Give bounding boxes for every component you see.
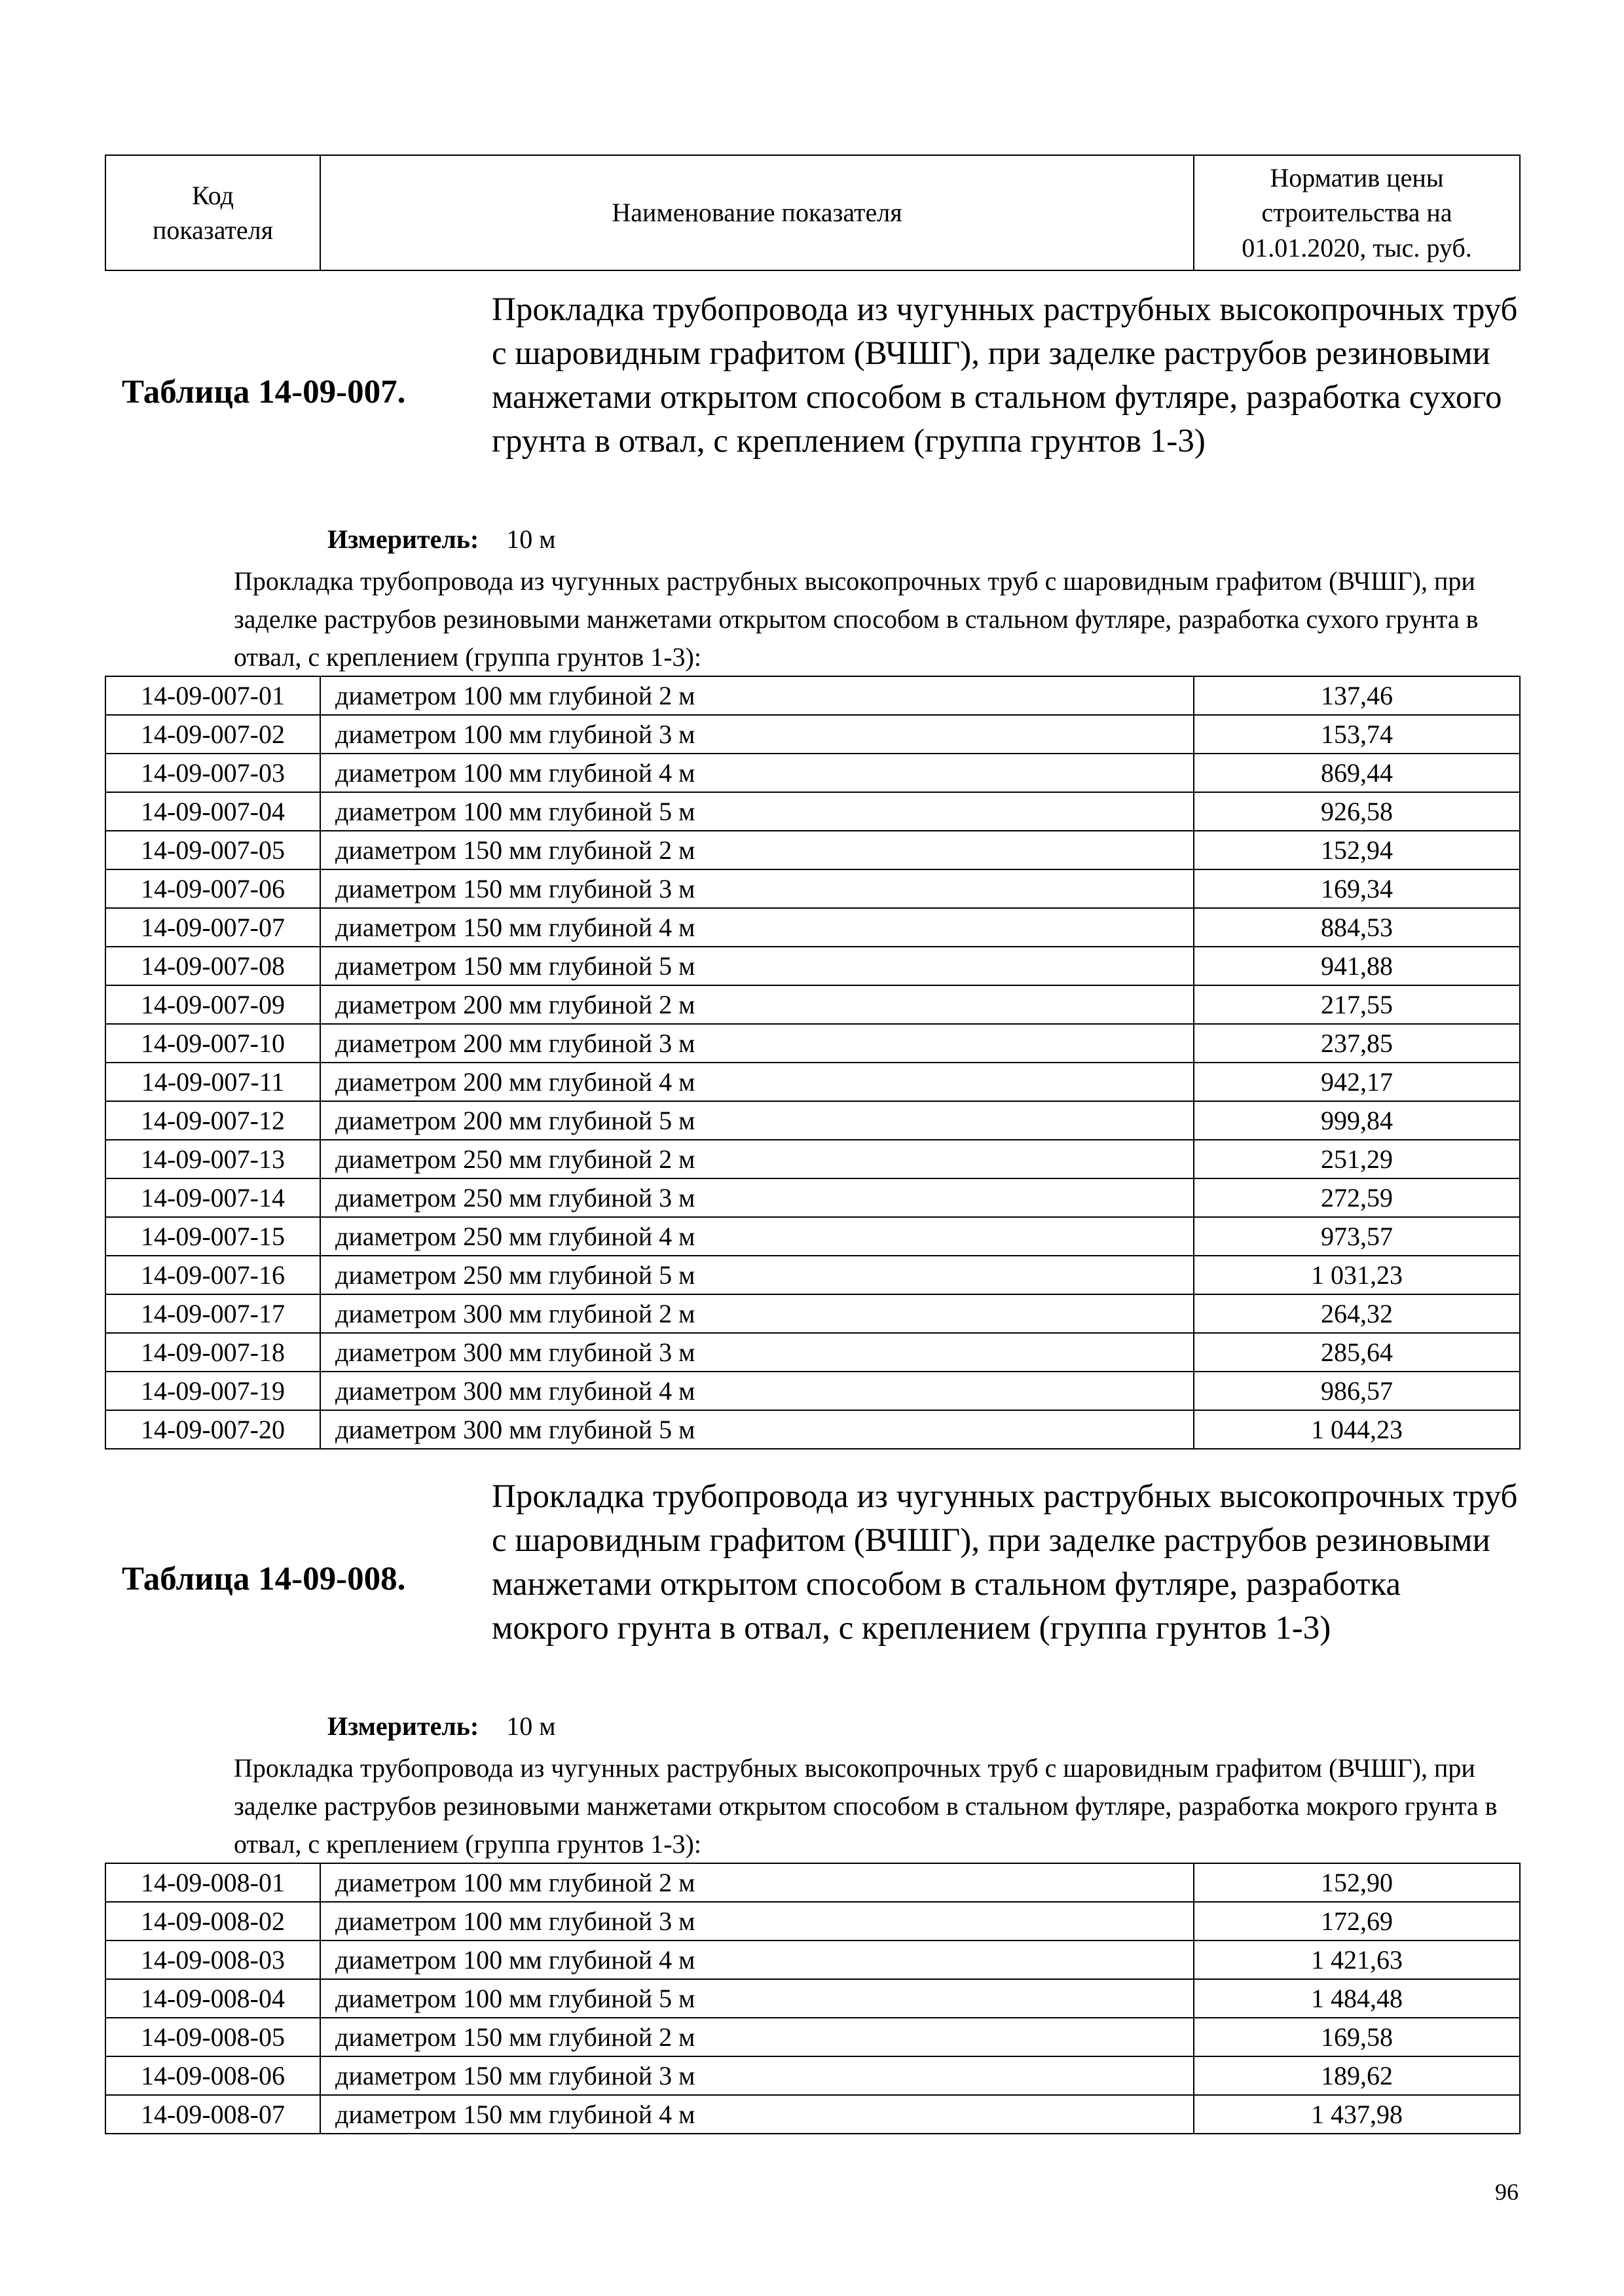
row-price: 999,84 <box>1194 1101 1520 1140</box>
table-row <box>105 1294 1520 1333</box>
section-2-meter <box>327 1711 556 1741</box>
table-row <box>105 1101 1520 1140</box>
row-code: 14-09-007-04 <box>105 792 320 831</box>
row-name: диаметром 300 мм глубиной 2 м <box>320 1294 1194 1333</box>
header-table <box>105 155 1521 271</box>
row-code: 14-09-008-01 <box>105 1863 320 1902</box>
row-price: 1 031,23 <box>1194 1256 1520 1294</box>
page-number: 96 <box>1495 2179 1519 2205</box>
row-name: диаметром 100 мм глубиной 4 м <box>320 754 1194 792</box>
row-price: 941,88 <box>1194 947 1520 985</box>
table-row <box>105 1063 1520 1101</box>
row-name: диаметром 150 мм глубиной 3 м <box>320 869 1194 908</box>
row-price: 251,29 <box>1194 1140 1520 1178</box>
row-code: 14-09-007-01 <box>105 676 320 715</box>
table-row <box>105 1333 1520 1372</box>
row-code: 14-09-007-07 <box>105 908 320 947</box>
row-name: диаметром 150 мм глубиной 2 м <box>320 831 1194 869</box>
row-price: 272,59 <box>1194 1178 1520 1217</box>
row-price: 152,90 <box>1194 1863 1520 1902</box>
row-price: 285,64 <box>1194 1333 1520 1372</box>
row-name: диаметром 300 мм глубиной 4 м <box>320 1372 1194 1410</box>
row-name: диаметром 200 мм глубиной 3 м <box>320 1024 1194 1063</box>
row-code: 14-09-007-20 <box>105 1410 320 1449</box>
row-name: диаметром 100 мм глубиной 3 м <box>320 1902 1194 1941</box>
section-2-meter-label: Измеритель: <box>327 1711 479 1741</box>
row-name: диаметром 150 мм глубиной 4 м <box>320 2095 1194 2134</box>
row-name: диаметром 300 мм глубиной 3 м <box>320 1333 1194 1372</box>
row-code: 14-09-008-03 <box>105 1941 320 1979</box>
row-name: диаметром 100 мм глубиной 2 м <box>320 676 1194 715</box>
section-2-description: Прокладка трубопровода из чугунных раструбных высокопрочных труб с шаровидным графитом (ВЧШГ), при заделке раструбов резиновыми манжетами открытом способом в стальном футляре, разработка мокрого грунта в отвал, с креплением (группа грунтов 1-3): <box>234 1753 1498 1859</box>
row-name: диаметром 250 мм глубиной 4 м <box>320 1217 1194 1256</box>
row-name: диаметром 100 мм глубиной 3 м <box>320 715 1194 754</box>
row-price: 869,44 <box>1194 754 1520 792</box>
row-code: 14-09-007-10 <box>105 1024 320 1063</box>
table-row <box>105 715 1520 754</box>
row-code: 14-09-007-05 <box>105 831 320 869</box>
section-1-meter-label: Измеритель: <box>327 524 479 554</box>
table-row <box>105 1979 1520 2018</box>
table-row <box>105 1256 1520 1294</box>
table-row <box>105 754 1520 792</box>
row-code: 14-09-007-18 <box>105 1333 320 1372</box>
table-row <box>105 1217 1520 1256</box>
section-1-meter <box>327 524 556 555</box>
row-code: 14-09-007-12 <box>105 1101 320 1140</box>
row-code: 14-09-007-11 <box>105 1063 320 1101</box>
table-row <box>105 1941 1520 1979</box>
row-price: 169,58 <box>1194 2018 1520 2056</box>
row-name: диаметром 250 мм глубиной 2 м <box>320 1140 1194 1178</box>
section-1-title: Прокладка трубопровода из чугунных раструбных высокопрочных труб с шаровидным графитом (ВЧШГ), при заделке раструбов резиновыми манжетами открытом способом в стальном футляре, разработка сухого грунта в отвал, с креплением (группа грунтов 1-3) <box>492 291 1518 460</box>
section-1-description: Прокладка трубопровода из чугунных раструбных высокопрочных труб с шаровидным графитом (ВЧШГ), при заделке раструбов резиновыми манжетами открытом способом в стальном футляре, разработка сухого грунта в отвал, с креплением (группа грунтов 1-3): <box>234 566 1479 672</box>
table-row <box>105 2095 1520 2134</box>
header-code: Код показателя <box>105 155 320 270</box>
section-1-heading <box>105 288 1519 511</box>
row-code: 14-09-007-16 <box>105 1256 320 1294</box>
row-name: диаметром 100 мм глубиной 2 м <box>320 1863 1194 1902</box>
row-price: 137,46 <box>1194 676 1520 715</box>
section-1-table <box>105 676 1521 1449</box>
row-price: 973,57 <box>1194 1217 1520 1256</box>
row-price: 264,32 <box>1194 1294 1520 1333</box>
row-price: 189,62 <box>1194 2056 1520 2095</box>
table-row <box>105 792 1520 831</box>
table-row <box>105 1410 1520 1449</box>
header-price: Норматив цены строительства на 01.01.2020, тыс. руб. <box>1194 155 1520 270</box>
section-2-table <box>105 1863 1521 2134</box>
row-code: 14-09-008-04 <box>105 1979 320 2018</box>
table-row <box>105 1140 1520 1178</box>
table-row <box>105 985 1520 1024</box>
row-price: 172,69 <box>1194 1902 1520 1941</box>
row-price: 942,17 <box>1194 1063 1520 1101</box>
row-price: 153,74 <box>1194 715 1520 754</box>
row-code: 14-09-007-13 <box>105 1140 320 1178</box>
table-row <box>105 1372 1520 1410</box>
row-code: 14-09-007-19 <box>105 1372 320 1410</box>
section-1-table-wrapper <box>105 676 1519 1449</box>
header-name: Наименование показателя <box>320 155 1194 270</box>
header-table-wrapper <box>105 155 1519 271</box>
row-name: диаметром 150 мм глубиной 2 м <box>320 2018 1194 2056</box>
row-name: диаметром 100 мм глубиной 5 м <box>320 792 1194 831</box>
row-code: 14-09-007-14 <box>105 1178 320 1217</box>
section-1-meter-value: 10 м <box>506 524 556 554</box>
section-2-meter-value: 10 м <box>506 1711 556 1741</box>
row-price: 1 437,98 <box>1194 2095 1520 2134</box>
table-row <box>105 676 1520 715</box>
table-row <box>105 2018 1520 2056</box>
row-name: диаметром 100 мм глубиной 4 м <box>320 1941 1194 1979</box>
row-price: 237,85 <box>1194 1024 1520 1063</box>
table-row <box>105 869 1520 908</box>
row-price: 986,57 <box>1194 1372 1520 1410</box>
row-code: 14-09-008-02 <box>105 1902 320 1941</box>
section-2-heading <box>105 1475 1519 1698</box>
row-name: диаметром 200 мм глубиной 2 м <box>320 985 1194 1024</box>
header-row <box>105 155 1520 270</box>
row-price: 926,58 <box>1194 792 1520 831</box>
table-row <box>105 2056 1520 2095</box>
row-code: 14-09-007-03 <box>105 754 320 792</box>
row-code: 14-09-007-17 <box>105 1294 320 1333</box>
row-price: 1 421,63 <box>1194 1941 1520 1979</box>
row-price: 217,55 <box>1194 985 1520 1024</box>
section-2-label: Таблица 14-09-008. <box>122 1561 406 1597</box>
row-name: диаметром 150 мм глубиной 4 м <box>320 908 1194 947</box>
row-code: 14-09-008-07 <box>105 2095 320 2134</box>
table-row <box>105 1178 1520 1217</box>
table-row <box>105 1024 1520 1063</box>
row-name: диаметром 100 мм глубиной 5 м <box>320 1979 1194 2018</box>
row-price: 1 044,23 <box>1194 1410 1520 1449</box>
row-price: 1 484,48 <box>1194 1979 1520 2018</box>
row-name: диаметром 250 мм глубиной 3 м <box>320 1178 1194 1217</box>
section-2-table-wrapper <box>105 1863 1519 2134</box>
row-name: диаметром 150 мм глубиной 5 м <box>320 947 1194 985</box>
row-name: диаметром 200 мм глубиной 4 м <box>320 1063 1194 1101</box>
table-row <box>105 1902 1520 1941</box>
row-code: 14-09-007-15 <box>105 1217 320 1256</box>
row-name: диаметром 250 мм глубиной 5 м <box>320 1256 1194 1294</box>
row-code: 14-09-008-06 <box>105 2056 320 2095</box>
table-row <box>105 831 1520 869</box>
row-price: 152,94 <box>1194 831 1520 869</box>
table-row <box>105 1863 1520 1902</box>
section-2-title: Прокладка трубопровода из чугунных раструбных высокопрочных труб с шаровидным графитом (ВЧШГ), при заделке раструбов резиновыми манжетами открытом способом в стальном футляре, разработка мокрого грунта в отвал, с креплением (группа грунтов 1-3) <box>492 1478 1518 1647</box>
row-price: 169,34 <box>1194 869 1520 908</box>
row-code: 14-09-007-02 <box>105 715 320 754</box>
row-code: 14-09-007-08 <box>105 947 320 985</box>
row-name: диаметром 200 мм глубиной 5 м <box>320 1101 1194 1140</box>
row-code: 14-09-007-06 <box>105 869 320 908</box>
row-code: 14-09-007-09 <box>105 985 320 1024</box>
row-code: 14-09-008-05 <box>105 2018 320 2056</box>
section-1-label: Таблица 14-09-007. <box>122 374 406 410</box>
table-row <box>105 947 1520 985</box>
row-price: 884,53 <box>1194 908 1520 947</box>
row-name: диаметром 150 мм глубиной 3 м <box>320 2056 1194 2095</box>
table-row <box>105 908 1520 947</box>
row-name: диаметром 300 мм глубиной 5 м <box>320 1410 1194 1449</box>
